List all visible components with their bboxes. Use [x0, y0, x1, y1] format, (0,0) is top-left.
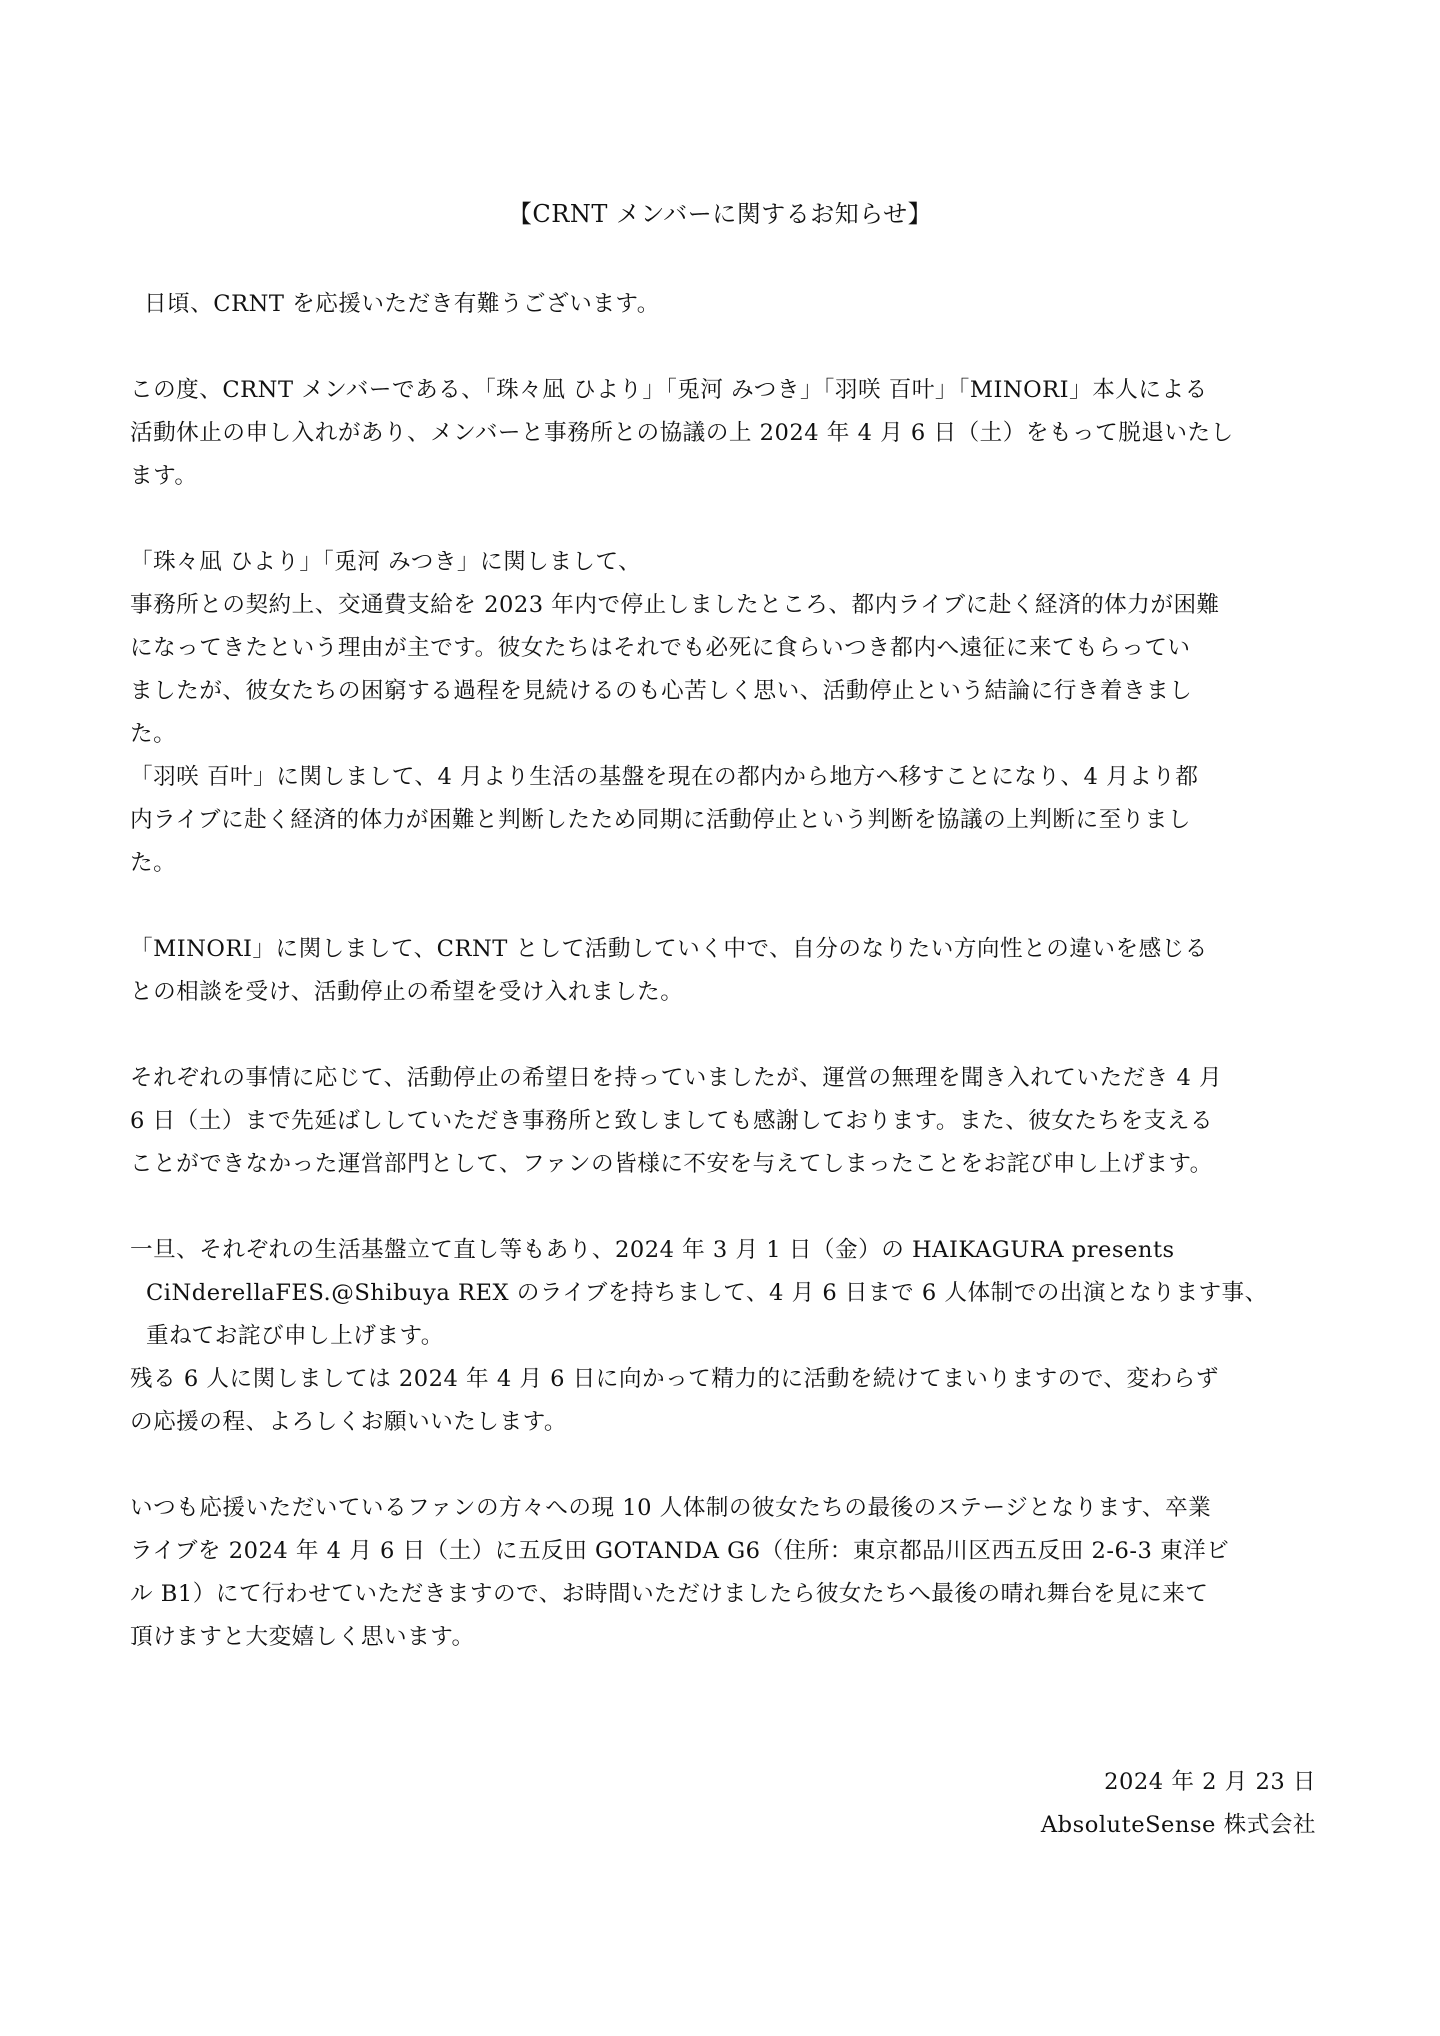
- text-line: 内ライブに赴く経済的体力が困難と判断したため同期に活動停止という判断を協議の上判断に至りまし: [130, 807, 1191, 833]
- text-line: いつも応援いただいているファンの方々への現 10 人体制の彼女たちの最後のステージとなります、卒業: [130, 1495, 1212, 1521]
- text-line: 事務所との契約上、交通費支給を 2023 年内で停止しましたところ、都内ライブに赴く経済的体力が困難: [130, 592, 1220, 618]
- text-line: た。: [130, 721, 177, 747]
- text-line: の応援の程、よろしくお願いいたします。: [130, 1409, 567, 1435]
- company-name: AbsoluteSense 株式会社: [1040, 1812, 1316, 1838]
- text-line: ことができなかった運営部門として、ファンの皆様に不安を与えてしまったことをお詫び申し上げます。: [130, 1151, 1213, 1177]
- text-line: 活動休止の申し入れがあり、メンバーと事務所との協議の上 2024 年 4 月 6 日（土）をもって脱退いたし: [130, 420, 1234, 446]
- text-line: ましたが、彼女たちの困窮する過程を見続けるのも心苦しく思い、活動停止という結論に行き着きまし: [130, 678, 1193, 704]
- text-line: ます。: [130, 463, 198, 489]
- text-line: になってきたという理由が主です。彼女たちはそれでも必死に食らいつき都内へ遠征に来てもらってい: [130, 635, 1191, 661]
- graduation-paragraph: [130, 1487, 1316, 1659]
- document-body: [130, 283, 1316, 1702]
- text-line: 6 日（土）まで先延ばししていただき事務所と致しましても感謝しております。また、彼女たちを支える: [130, 1108, 1214, 1134]
- text-line: ル B1）にて行わせていただきますので、お時間いただけましたら彼女たちへ最後の晴れ舞台を見に来て: [130, 1581, 1209, 1607]
- live-schedule-paragraph: [130, 1229, 1316, 1444]
- text-line: 「MINORI」に関しまして、CRNT として活動していく中で、自分のなりたい方向性との違いを感じる: [130, 936, 1208, 962]
- text-line: ライブを 2024 年 4 月 6 日（土）に五反田 GOTANDA G6（住所：東京都品川区西五反田 2-6-3 東洋ビ: [130, 1538, 1230, 1564]
- text-line: それぞれの事情に応じて、活動停止の希望日を持っていましたが、運営の無理を聞き入れていただき 4 月: [130, 1065, 1223, 1091]
- text-line: 「羽咲 百叶」に関しまして、4 月より生活の基盤を現在の都内から地方へ移すことになり、4 月より都: [130, 764, 1199, 790]
- text-line: 残る 6 人に関しましては 2024 年 4 月 6 日に向かって精力的に活動を続けてまいりますので、変わらず: [130, 1366, 1219, 1392]
- document-title: 【CRNT メンバーに関するお知らせ】: [507, 200, 933, 228]
- greeting-paragraph: [130, 283, 1316, 326]
- document-date: 2024 年 2 月 23 日: [1104, 1769, 1316, 1795]
- greeting-line: 日頃、CRNT を応援いただき有難うございます。: [144, 291, 660, 317]
- announcement-paragraph: [130, 369, 1316, 498]
- text-line: との相談を受け、活動停止の希望を受け入れました。: [130, 979, 684, 1005]
- text-line: CiNderellaFES.@Shibuya REX のライブを持ちまして、4 月 6 日まで 6 人体制での出演となります事、: [146, 1280, 1268, 1306]
- text-line: 重ねてお詫び申し上げます。: [146, 1323, 444, 1349]
- apology-paragraph: [130, 1057, 1316, 1186]
- signature-block: [1041, 1761, 1316, 1847]
- minori-paragraph: [130, 928, 1316, 1014]
- text-line: 一旦、それぞれの生活基盤立て直し等もあり、2024 年 3 月 1 日（金）の HAIKAGURA presents: [130, 1237, 1175, 1263]
- text-line: 頂けますと大変嬉しく思います。: [130, 1624, 475, 1650]
- text-line: 「珠々凪 ひより」「兎河 みつき」に関しまして、: [130, 549, 642, 575]
- reasons-paragraph: [130, 541, 1316, 885]
- text-line: た。: [130, 850, 177, 876]
- text-line: この度、CRNT メンバーである、「珠々凪 ひより」「兎河 みつき」「羽咲 百叶」「MINORI」本人による: [130, 377, 1208, 403]
